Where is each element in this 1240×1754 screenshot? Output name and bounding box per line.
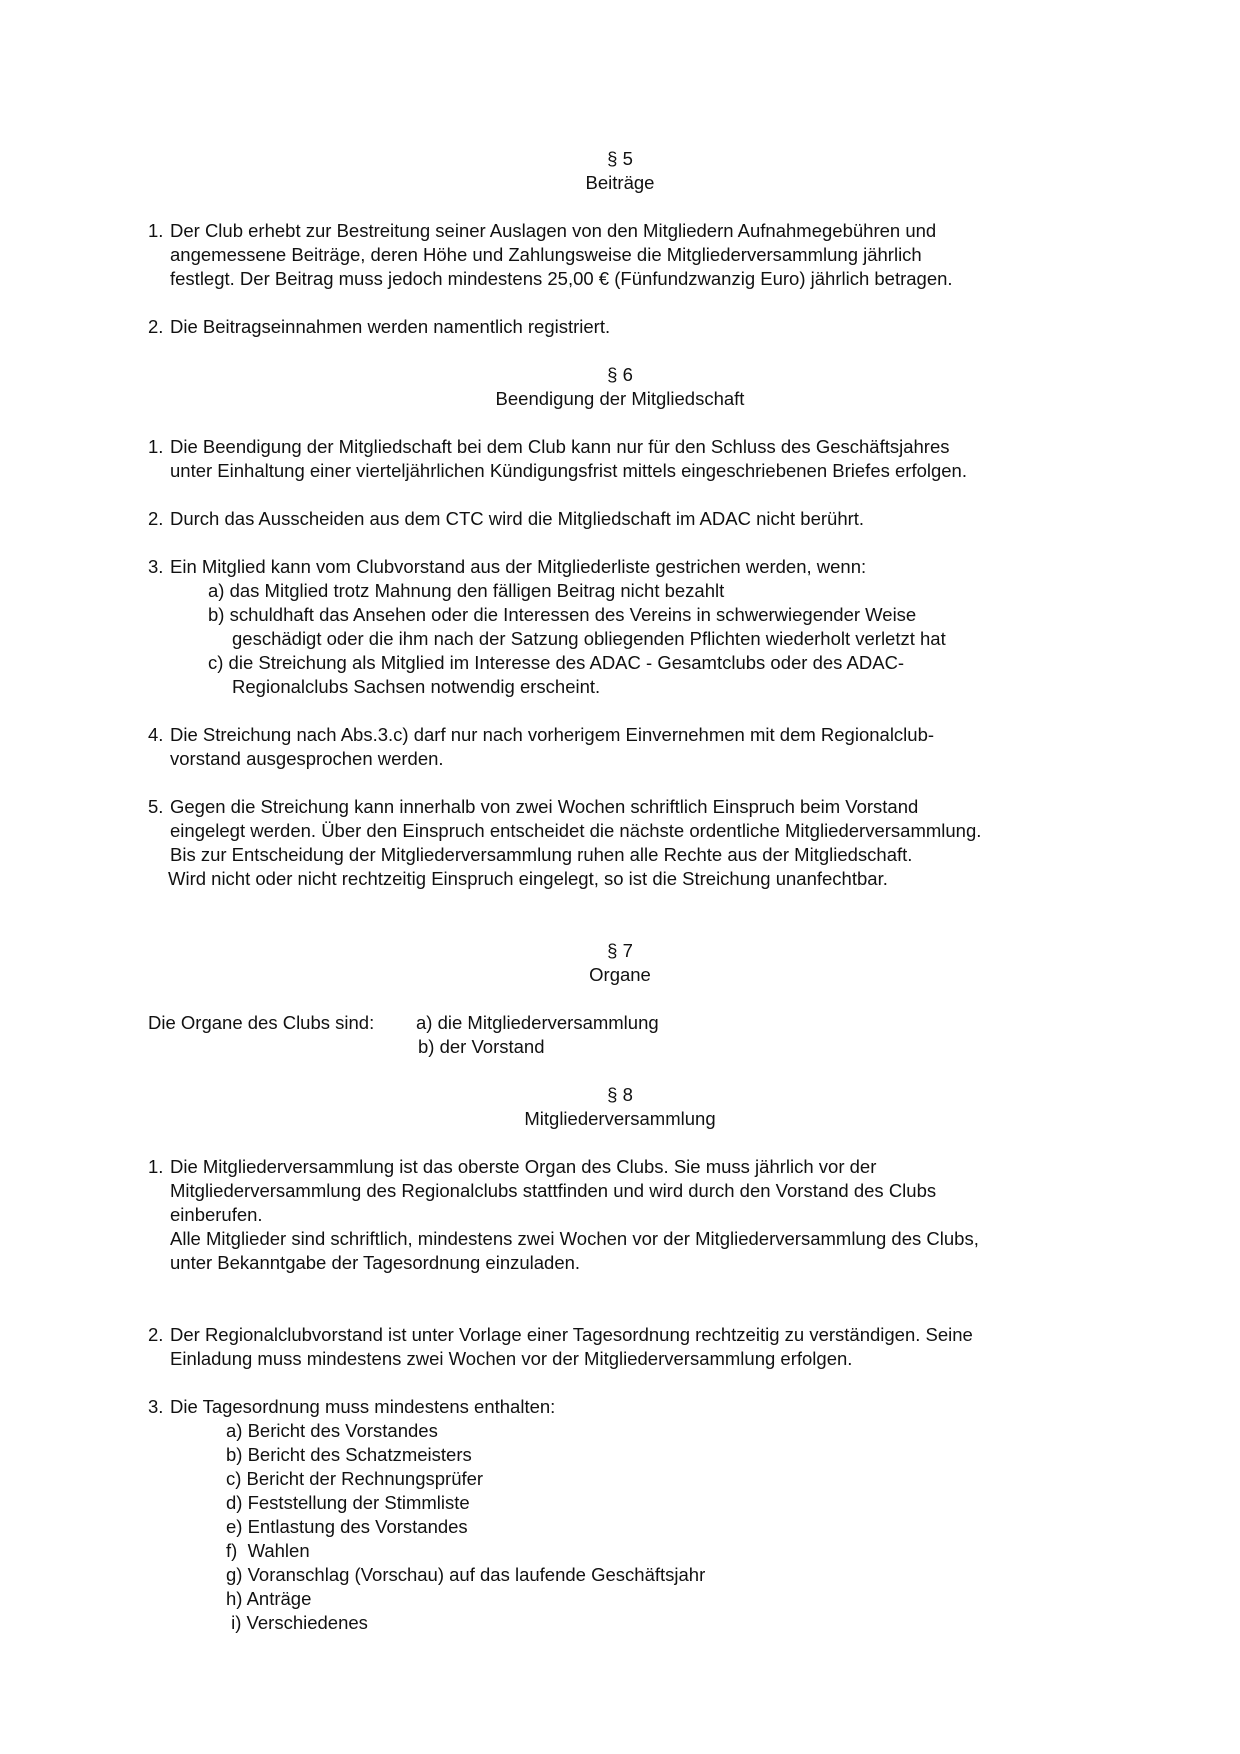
paragraph-line: Die Tagesordnung muss mindestens enthalten: (170, 1396, 556, 1417)
agenda-item: i) Verschiedenes (226, 1612, 368, 1633)
agenda-item: g) Voranschlag (Vorschau) auf das laufende Geschäftsjahr (226, 1564, 706, 1585)
list-number: 1. (148, 220, 164, 241)
paragraph-line: unter Einhaltung einer vierteljährlichen Kündigungsfrist mittels eingeschriebenen Briefes erfolgen. (170, 460, 967, 481)
sub-list-item: c) die Streichung als Mitglied im Interesse des ADAC - Gesamtclubs oder des ADAC- (208, 652, 905, 673)
paragraph-line: festlegt. Der Beitrag muss jedoch mindestens 25,00 € (Fünfundzwanzig Euro) jährlich betragen. (170, 268, 953, 289)
paragraph-line: Die Streichung nach Abs.3.c) darf nur nach vorherigem Einvernehmen mit dem Regionalclub- (170, 724, 935, 745)
paragraph-line: Die Beendigung der Mitgliedschaft bei dem Club kann nur für den Schluss des Geschäftsjahres (170, 436, 950, 457)
sub-list-item: a) das Mitglied trotz Mahnung den fälligen Beitrag nicht bezahlt (208, 580, 725, 601)
section-5-title: Beiträge (585, 172, 655, 193)
list-number: 1. (148, 1156, 164, 1177)
agenda-item: a) Bericht des Vorstandes (226, 1420, 438, 1441)
list-number: 5. (148, 796, 164, 817)
paragraph-line: vorstand ausgesprochen werden. (170, 748, 444, 769)
paragraph-line: unter Bekanntgabe der Tagesordnung einzuladen. (170, 1252, 581, 1273)
paragraph-line: Alle Mitglieder sind schriftlich, mindestens zwei Wochen vor der Mitgliederversammlung des Clubs, (170, 1228, 979, 1249)
paragraph-line: einberufen. (170, 1204, 263, 1225)
list-number: 2. (148, 1324, 164, 1345)
paragraph-line: Der Club erhebt zur Bestreitung seiner Auslagen von den Mitgliedern Aufnahmegebühren und (170, 220, 937, 241)
list-number: 1. (148, 436, 164, 457)
section-5-number: § 5 (607, 148, 633, 169)
organs-lead: Die Organe des Clubs sind: (148, 1012, 375, 1033)
sub-list-item: Regionalclubs Sachsen notwendig erscheint. (232, 676, 601, 697)
list-number: 2. (148, 316, 164, 337)
agenda-item: e) Entlastung des Vorstandes (226, 1516, 468, 1537)
paragraph-line: Gegen die Streichung kann innerhalb von zwei Wochen schriftlich Einspruch beim Vorstand (170, 796, 919, 817)
section-7-number: § 7 (607, 940, 633, 961)
paragraph-line: angemessene Beiträge, deren Höhe und Zahlungsweise die Mitgliederversammlung jährlich (170, 244, 922, 265)
paragraph-line: eingelegt werden. Über den Einspruch entscheidet die nächste ordentliche Mitgliederversammlung. (170, 820, 982, 841)
agenda-item: d) Feststellung der Stimmliste (226, 1492, 470, 1513)
paragraph-line: Die Mitgliederversammlung ist das oberste Organ des Clubs. Sie muss jährlich vor der (170, 1156, 877, 1177)
paragraph-line: Der Regionalclubvorstand ist unter Vorlage einer Tagesordnung rechtzeitig zu verständigen. Seine (170, 1324, 973, 1345)
sub-list-item: geschädigt oder die ihm nach der Satzung obliegenden Pflichten wiederholt verletzt hat (232, 628, 946, 649)
paragraph-line: Durch das Ausscheiden aus dem CTC wird die Mitgliedschaft im ADAC nicht berührt. (170, 508, 865, 529)
agenda-item: b) Bericht des Schatzmeisters (226, 1444, 472, 1465)
section-8-number: § 8 (607, 1084, 633, 1105)
list-number: 3. (148, 556, 164, 577)
list-number: 3. (148, 1396, 164, 1417)
section-7-title: Organe (589, 964, 651, 985)
paragraph-line: Mitgliederversammlung des Regionalclubs stattfinden und wird durch den Vorstand des Clubs (170, 1180, 937, 1201)
agenda-item: h) Anträge (226, 1588, 312, 1609)
section-8-title: Mitgliederversammlung (524, 1108, 716, 1129)
organ-item: a) die Mitgliederversammlung (416, 1012, 659, 1033)
agenda-item: f) Wahlen (226, 1540, 310, 1561)
list-number: 2. (148, 508, 164, 529)
sub-list-item: b) schuldhaft das Ansehen oder die Interessen des Vereins in schwerwiegender Weise (208, 604, 917, 625)
list-number: 4. (148, 724, 164, 745)
section-6-title: Beendigung der Mitgliedschaft (495, 388, 745, 409)
section-6-number: § 6 (607, 364, 633, 385)
paragraph-line: Bis zur Entscheidung der Mitgliederversammlung ruhen alle Rechte aus der Mitgliedschaft. (170, 844, 913, 865)
paragraph-line: Einladung muss mindestens zwei Wochen vor der Mitgliederversammlung erfolgen. (170, 1348, 853, 1369)
paragraph-line: Wird nicht oder nicht rechtzeitig Einspruch eingelegt, so ist die Streichung unanfechtbar. (168, 868, 888, 889)
agenda-item: c) Bericht der Rechnungsprüfer (226, 1468, 484, 1489)
paragraph-line: Die Beitragseinnahmen werden namentlich registriert. (170, 316, 611, 337)
paragraph-line: Ein Mitglied kann vom Clubvorstand aus der Mitgliederliste gestrichen werden, wenn: (170, 556, 867, 577)
organ-item: b) der Vorstand (418, 1036, 545, 1057)
